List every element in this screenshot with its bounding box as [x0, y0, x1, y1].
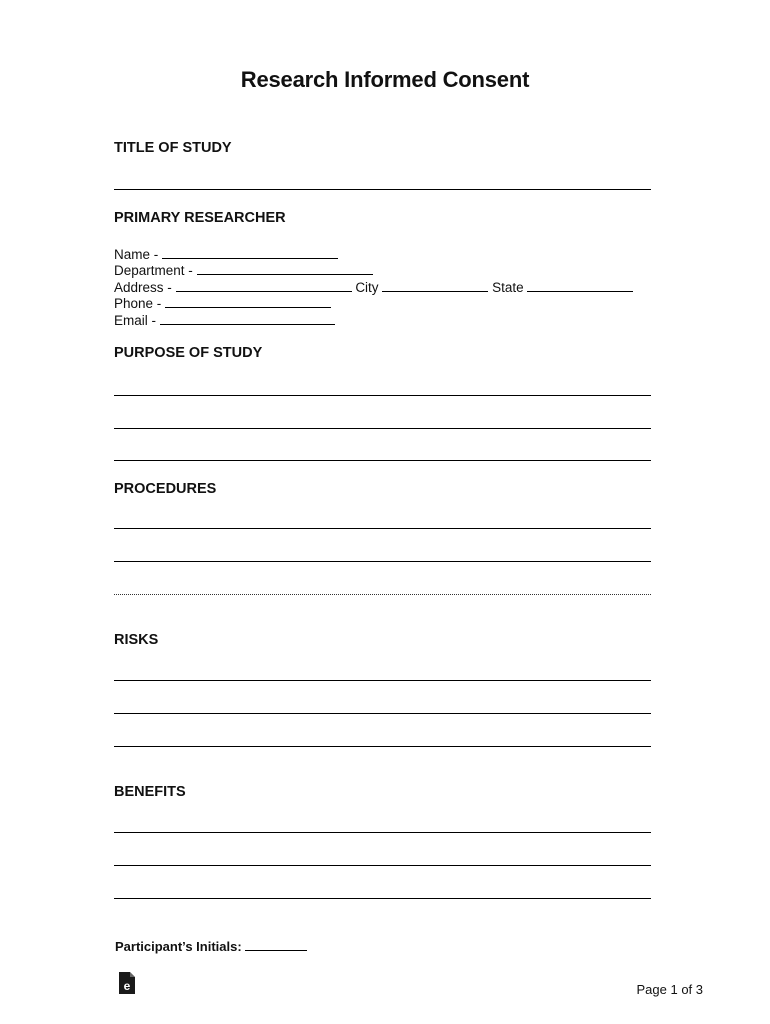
- state-input[interactable]: [527, 279, 633, 292]
- address-input[interactable]: [176, 279, 352, 292]
- participant-initials-input[interactable]: [245, 938, 307, 951]
- purpose-line[interactable]: [114, 395, 651, 396]
- city-input[interactable]: [382, 279, 488, 292]
- procedures-line[interactable]: [114, 594, 651, 595]
- eforms-logo-icon: [119, 972, 135, 994]
- state-label: State: [492, 280, 524, 295]
- name-field-row: [114, 246, 338, 263]
- section-heading-primary-researcher: PRIMARY RESEARCHER: [114, 210, 286, 226]
- city-label: City: [355, 280, 379, 295]
- procedures-line[interactable]: [114, 528, 651, 529]
- email-label: Email -: [114, 313, 157, 328]
- phone-field-row: [114, 295, 331, 312]
- email-field-row: [114, 312, 335, 329]
- section-heading-title-of-study: TITLE OF STUDY: [114, 140, 232, 156]
- address-field-row: [114, 279, 633, 296]
- phone-label: Phone -: [114, 296, 162, 311]
- department-field-row: [114, 262, 373, 279]
- risks-line[interactable]: [114, 680, 651, 681]
- department-input[interactable]: [197, 262, 373, 275]
- purpose-line[interactable]: [114, 428, 651, 429]
- name-label: Name -: [114, 247, 159, 262]
- section-heading-risks: RISKS: [114, 632, 159, 648]
- benefits-line[interactable]: [114, 832, 651, 833]
- document-title: Research Informed Consent: [240, 67, 530, 92]
- participant-initials-row: [115, 938, 307, 954]
- svg-text:e: e: [123, 979, 131, 993]
- name-input[interactable]: [162, 246, 338, 259]
- risks-line[interactable]: [114, 746, 651, 747]
- risks-line[interactable]: [114, 713, 651, 714]
- phone-input[interactable]: [165, 295, 331, 308]
- procedures-line[interactable]: [114, 561, 651, 562]
- section-heading-benefits: BENEFITS: [114, 784, 186, 800]
- participant-initials-label: Participant’s Initials:: [115, 939, 242, 954]
- benefits-line[interactable]: [114, 898, 651, 899]
- section-heading-procedures: PROCEDURES: [114, 481, 217, 497]
- title-of-study-line[interactable]: [114, 189, 651, 190]
- section-heading-purpose-of-study: PURPOSE OF STUDY: [114, 345, 263, 361]
- department-label: Department -: [114, 263, 193, 278]
- purpose-line[interactable]: [114, 460, 651, 461]
- email-input[interactable]: [160, 312, 335, 325]
- benefits-line[interactable]: [114, 865, 651, 866]
- page-indicator: Page 1 of 3: [636, 982, 703, 997]
- address-label: Address -: [114, 280, 172, 295]
